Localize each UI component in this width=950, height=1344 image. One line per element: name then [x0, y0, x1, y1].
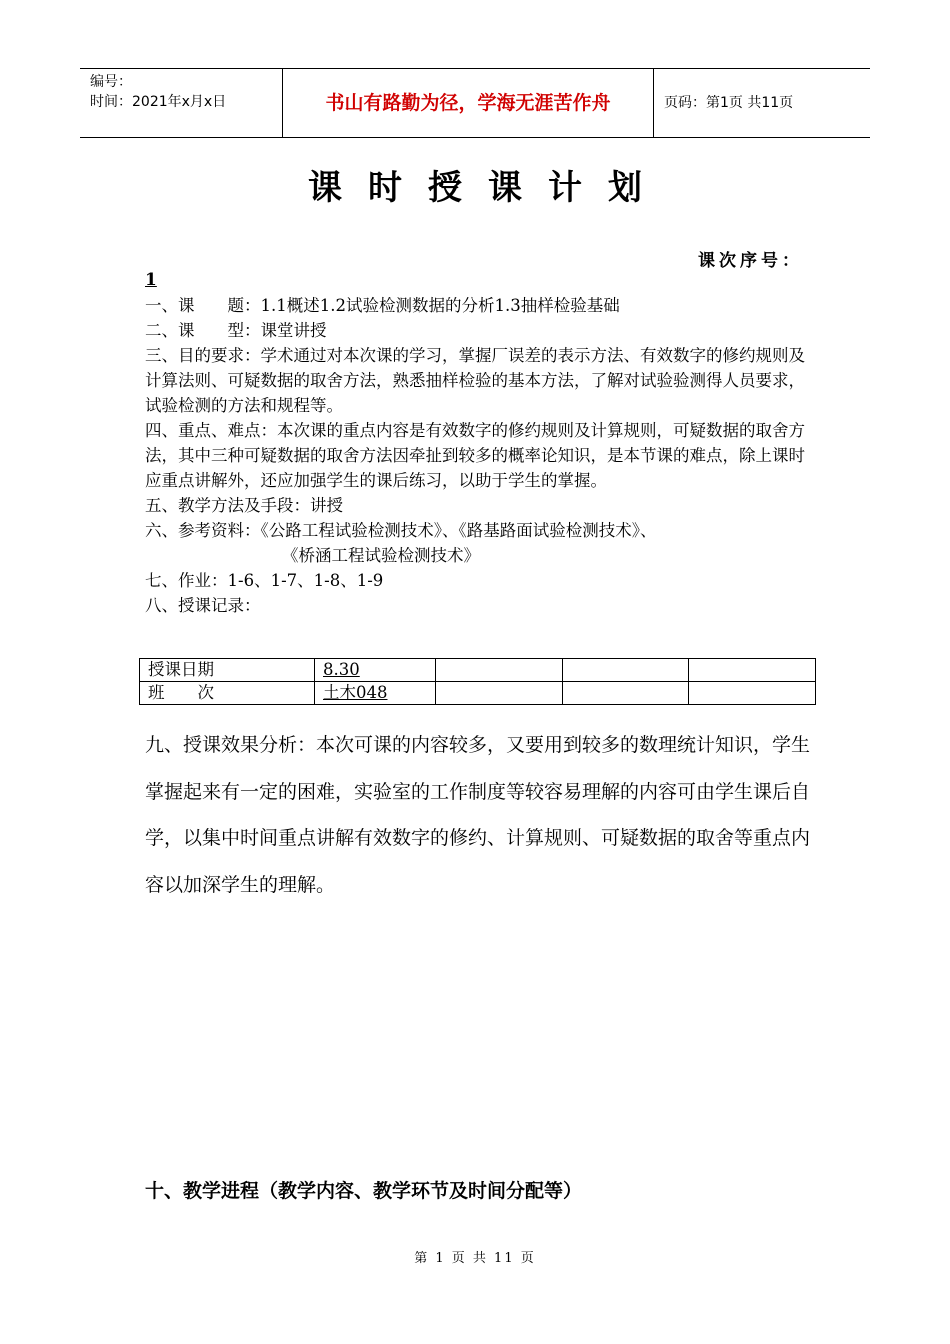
plan-body: [145, 293, 813, 618]
record-table: [139, 658, 816, 705]
table-cell-empty: [689, 682, 816, 705]
table-row: [140, 659, 816, 682]
table-cell-empty: [562, 682, 689, 705]
header-meta: [80, 69, 282, 137]
section-10-heading: 十、教学进程（教学内容、教学环节及时间分配等）: [145, 1180, 583, 1202]
table-cell-value: 8.30: [315, 659, 436, 682]
table-cell-label: 班 次: [140, 682, 315, 705]
table-cell-empty: [562, 659, 689, 682]
page-title: 课时授课计划: [308, 168, 668, 208]
key-points-paragraph: 四、重点、难点：本次课的重点内容是有效数字的修约规则及计算规则，可疑数据的取舍方法，其中三种可疑数据的取舍方法因牵扯到较多的概率论知识，是本节课的难点，除上课时应重点讲解外，还应加强学生的课后练习，以助于学生的掌握。: [145, 421, 805, 490]
time-line: 时间：2021年x月x日: [90, 94, 227, 110]
table-cell-empty: [436, 659, 563, 682]
analysis-paragraph: 九、授课效果分析：本次可课的内容较多，又要用到较多的数理统计知识，学生掌握起来有一定的困难，实验室的工作制度等较容易理解的内容可由学生课后自学，以集中时间重点讲解有效数字的修约、计算规则、可疑数据的取舍等重点内容以加深学生的理解。: [145, 734, 811, 896]
goal-paragraph: 三、目的要求：学术通过对本次课的学习，掌握厂误差的表示方法、有效数字的修约规则及计算法则、可疑数据的取舍方法，熟悉抽样检验的基本方法，了解对试验验测得人员要求，试验检测的方法和规程等。: [145, 346, 805, 415]
table-cell-empty: [689, 659, 816, 682]
sequence-label: 课次序号：: [698, 251, 803, 271]
table-row: [140, 682, 816, 705]
page-footer: 第 1 页 共 11 页: [414, 1251, 536, 1266]
table-cell-empty: [436, 682, 563, 705]
table-cell-value: 土木048: [315, 682, 436, 705]
table-cell-label: 授课日期: [140, 659, 315, 682]
type-line: 二、课 型：课堂讲授: [145, 321, 327, 340]
sequence-number: 1: [145, 270, 157, 290]
header-motto: 书山有路勤为径，学海无涯苦作舟: [282, 69, 654, 137]
record-label: 八、授课记录：: [145, 596, 261, 615]
topic-line: 一、课 题：1.1概述1.2试验检测数据的分析1.3抽样检验基础: [145, 296, 620, 315]
page-header: [80, 68, 870, 138]
methods-line: 五、教学方法及手段：讲授: [145, 496, 343, 515]
references-line-1: 六、参考资料：《公路工程试验检测技术》、《路基路面试验检测技术》、: [145, 521, 657, 540]
number-label: 编号：: [90, 74, 132, 90]
homework-line: 七、作业：1-6、1-7、1-8、1-9: [145, 571, 384, 590]
references-line-2: 《桥涵工程试验检测技术》: [282, 546, 480, 565]
header-page-info: 页码：第1页 共11页: [664, 95, 794, 111]
